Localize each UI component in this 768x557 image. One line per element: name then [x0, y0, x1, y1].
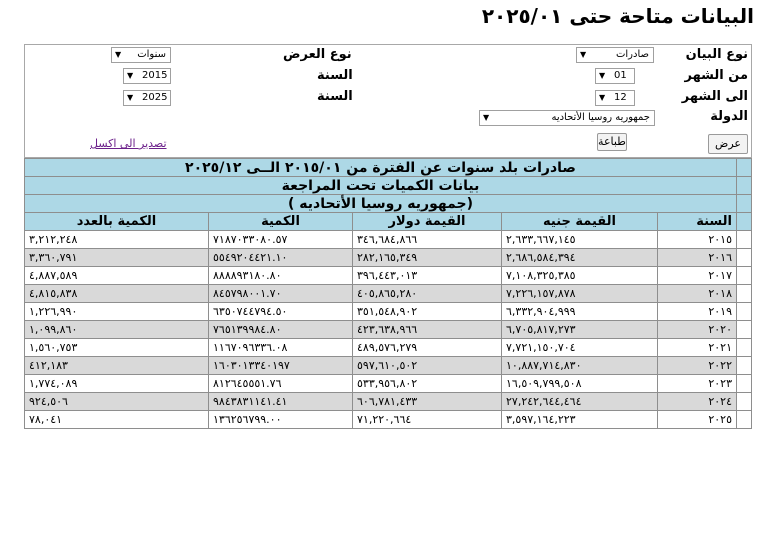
- display-type-label: نوع العرض: [283, 47, 352, 62]
- to-month-label: الى الشهر: [681, 89, 748, 104]
- data-type-select[interactable]: ▼ صادرات: [576, 47, 654, 63]
- table-cell: ٢٠٢٥: [658, 411, 737, 429]
- chevron-down-icon: ▼: [483, 113, 490, 122]
- table-cell: ٢٠١٦: [658, 249, 737, 267]
- table-cell: ٣٤٦,٦٨٤,٨٦٦: [353, 231, 502, 249]
- side-cell: [737, 195, 752, 213]
- side-cell: [737, 249, 752, 267]
- to-year-select[interactable]: ▼ 2025: [123, 90, 171, 106]
- side-cell: [737, 339, 752, 357]
- table-cell: ٢٠٢٠: [658, 321, 737, 339]
- table-cell: ٣,٣٦٠,٧٩١: [25, 249, 209, 267]
- table-cell: ٢٨٢,١٦٥,٣٤٩: [353, 249, 502, 267]
- side-cell: [737, 375, 752, 393]
- chevron-down-icon: ▼: [580, 50, 587, 59]
- from-year-label: السنة: [317, 68, 353, 83]
- chevron-down-icon: ▼: [599, 93, 606, 102]
- table-cell: ٦,٧٠٥,٨١٧,٢٧٣: [502, 321, 658, 339]
- table-row: [25, 393, 752, 411]
- table-cell: ١,٧٧٤,٠٨٩: [25, 375, 209, 393]
- side-cell: [737, 177, 752, 195]
- side-cell: [737, 159, 752, 177]
- side-cell: [737, 357, 752, 375]
- table-cell: ٤١٢,١٨٣: [25, 357, 209, 375]
- table-cell: ١,٠٩٩,٨٦٠: [25, 321, 209, 339]
- side-cell: [737, 321, 752, 339]
- table-row: [25, 231, 752, 249]
- chevron-down-icon: ▼: [599, 71, 606, 80]
- display-type-select[interactable]: ▼ سنوات: [111, 47, 171, 63]
- col-quantity: الكمية: [209, 213, 353, 231]
- table-cell: ٧٦٥١٣٩٩٨٤.٨٠: [209, 321, 353, 339]
- country-select[interactable]: ▼ جمهوريه روسيا الأتحاديه: [479, 110, 655, 126]
- table-cell: ١٦٠٣٠١٣٣٤٠١٩٧: [209, 357, 353, 375]
- side-cell: [737, 411, 752, 429]
- side-cell: [737, 267, 752, 285]
- page-title: البيانات متاحة حتى ٢٠٢٥/٠١: [481, 4, 754, 28]
- table-cell: ٧,١٠٨,٣٢٥,٣٨٥: [502, 267, 658, 285]
- table-row: [25, 411, 752, 429]
- table-cell: ٣,٢١٢,٢٤٨: [25, 231, 209, 249]
- table-row: [25, 303, 752, 321]
- col-quantity-count: الكمية بالعدد: [25, 213, 209, 231]
- table-cell: ٦٣٥٠٧٤٤٧٩٤.٥٠: [209, 303, 353, 321]
- table-cell: ٥٩٧,٦١٠,٥٠٢: [353, 357, 502, 375]
- table-cell: ٧٨,٠٤١: [25, 411, 209, 429]
- side-cell: [737, 393, 752, 411]
- table-cell: ٧١,٢٢٠,٦٦٤: [353, 411, 502, 429]
- table-cell: ١,٥٦٠,٧٥٣: [25, 339, 209, 357]
- table-cell: ٩٨٤٣٨٣١١٤١.٤١: [209, 393, 353, 411]
- table-cell: ٤٠٥,٨٦٥,٢٨٠: [353, 285, 502, 303]
- table-cell: ١٠,٨٨٧,٧١٤,٨٣٠: [502, 357, 658, 375]
- table-cell: ٢,٦٨٦,٥٨٤,٣٩٤: [502, 249, 658, 267]
- table-cell: ٢٠٢٣: [658, 375, 737, 393]
- table-cell: ٢,٦٣٣,٦٦٧,١٤٥: [502, 231, 658, 249]
- table-cell: ٤,٨١٥,٨٣٨: [25, 285, 209, 303]
- print-button[interactable]: طباعة: [597, 133, 627, 151]
- table-cell: ١,٢٢٦,٩٩٠: [25, 303, 209, 321]
- export-excel-link[interactable]: تصدير الى اكسل: [90, 137, 167, 150]
- table-cell: ٢٧,٢٤٢,٦٤٤,٤٦٤: [502, 393, 658, 411]
- table-cell: ٨٨٨٨٩٣١٨٠.٨٠: [209, 267, 353, 285]
- table-cell: ٢٠٢١: [658, 339, 737, 357]
- table-row: [25, 357, 752, 375]
- side-cell: [737, 213, 752, 231]
- table-cell: ٢٠١٩: [658, 303, 737, 321]
- side-cell: [737, 303, 752, 321]
- report-table: [24, 158, 752, 429]
- table-cell: ٨٤٥٧٩٨٠٠١.٧٠: [209, 285, 353, 303]
- table-cell: ٢٠١٥: [658, 231, 737, 249]
- table-cell: ٣٩٦,٤٤٣,٠١٣: [353, 267, 502, 285]
- from-month-select[interactable]: ▼ 01: [595, 68, 635, 84]
- table-cell: ٢٠١٨: [658, 285, 737, 303]
- table-cell: ٤,٨٨٧,٥٨٩: [25, 267, 209, 285]
- country-label: الدولة: [710, 109, 748, 124]
- table-cell: ٥٣٣,٩٥٦,٨٠٢: [353, 375, 502, 393]
- to-year-label: السنة: [317, 89, 353, 104]
- col-value-egp: القيمة جنيه: [502, 213, 658, 231]
- chevron-down-icon: ▼: [115, 50, 122, 59]
- to-month-select[interactable]: ▼ 12: [595, 90, 635, 106]
- table-cell: ٣٥١,٥٤٨,٩٠٢: [353, 303, 502, 321]
- table-cell: ٦٠٦,٧٨١,٤٣٣: [353, 393, 502, 411]
- data-type-label: نوع البيان: [685, 47, 748, 62]
- side-cell: [737, 285, 752, 303]
- chevron-down-icon: ▼: [127, 93, 134, 102]
- table-cell: ٣,٥٩٧,١٦٤,٢٢٣: [502, 411, 658, 429]
- filter-panel: [24, 44, 752, 158]
- from-month-label: من الشهر: [684, 68, 748, 83]
- table-cell: ١٦,٥٠٩,٧٩٩,٥٠٨: [502, 375, 658, 393]
- report-title: صادرات بلد سنوات عن الفترة من ٢٠١٥/٠١ الــى ٢٠٢٥/١٢: [25, 159, 737, 177]
- table-cell: ٩٢٤,٥٠٦: [25, 393, 209, 411]
- review-note: بيانات الكميات تحت المراجعة: [25, 177, 737, 195]
- table-cell: ٢٠٢٢: [658, 357, 737, 375]
- table-cell: ٧١٨٧٠٣٣٠٨٠.٥٧: [209, 231, 353, 249]
- table-cell: ٧,٧٢١,١٥٠,٧٠٤: [502, 339, 658, 357]
- table-cell: ٦,٣٣٢,٩٠٤,٩٩٩: [502, 303, 658, 321]
- from-year-select[interactable]: ▼ 2015: [123, 68, 171, 84]
- table-cell: ١٣٦٢٥٦٧٩٩.٠٠: [209, 411, 353, 429]
- side-cell: [737, 231, 752, 249]
- table-cell: ٤٨٩,٥٧٦,٢٧٩: [353, 339, 502, 357]
- chevron-down-icon: ▼: [127, 71, 134, 80]
- country-heading: (جمهوريه روسيا الأتحاديه ): [25, 195, 737, 213]
- col-year: السنة: [658, 213, 737, 231]
- table-row: [25, 285, 752, 303]
- table-row: [25, 375, 752, 393]
- table-cell: ٤٢٣,٦٣٨,٩٦٦: [353, 321, 502, 339]
- table-cell: ٢٠٢٤: [658, 393, 737, 411]
- table-row: [25, 267, 752, 285]
- table-cell: ٨١٢٦٤٥٥٥١.٧٦: [209, 375, 353, 393]
- table-row: [25, 249, 752, 267]
- table-row: [25, 321, 752, 339]
- table-cell: ١١٦٧٠٩٦٣٣٦.٠٨: [209, 339, 353, 357]
- table-cell: ٢٠١٧: [658, 267, 737, 285]
- table-row: [25, 339, 752, 357]
- show-button[interactable]: عرض: [708, 134, 748, 154]
- col-value-usd: القيمة دولار: [353, 213, 502, 231]
- table-cell: ٥٥٤٩٢٠٤٤٢١.١٠: [209, 249, 353, 267]
- table-cell: ٧,٢٢٦,١٥٧,٨٧٨: [502, 285, 658, 303]
